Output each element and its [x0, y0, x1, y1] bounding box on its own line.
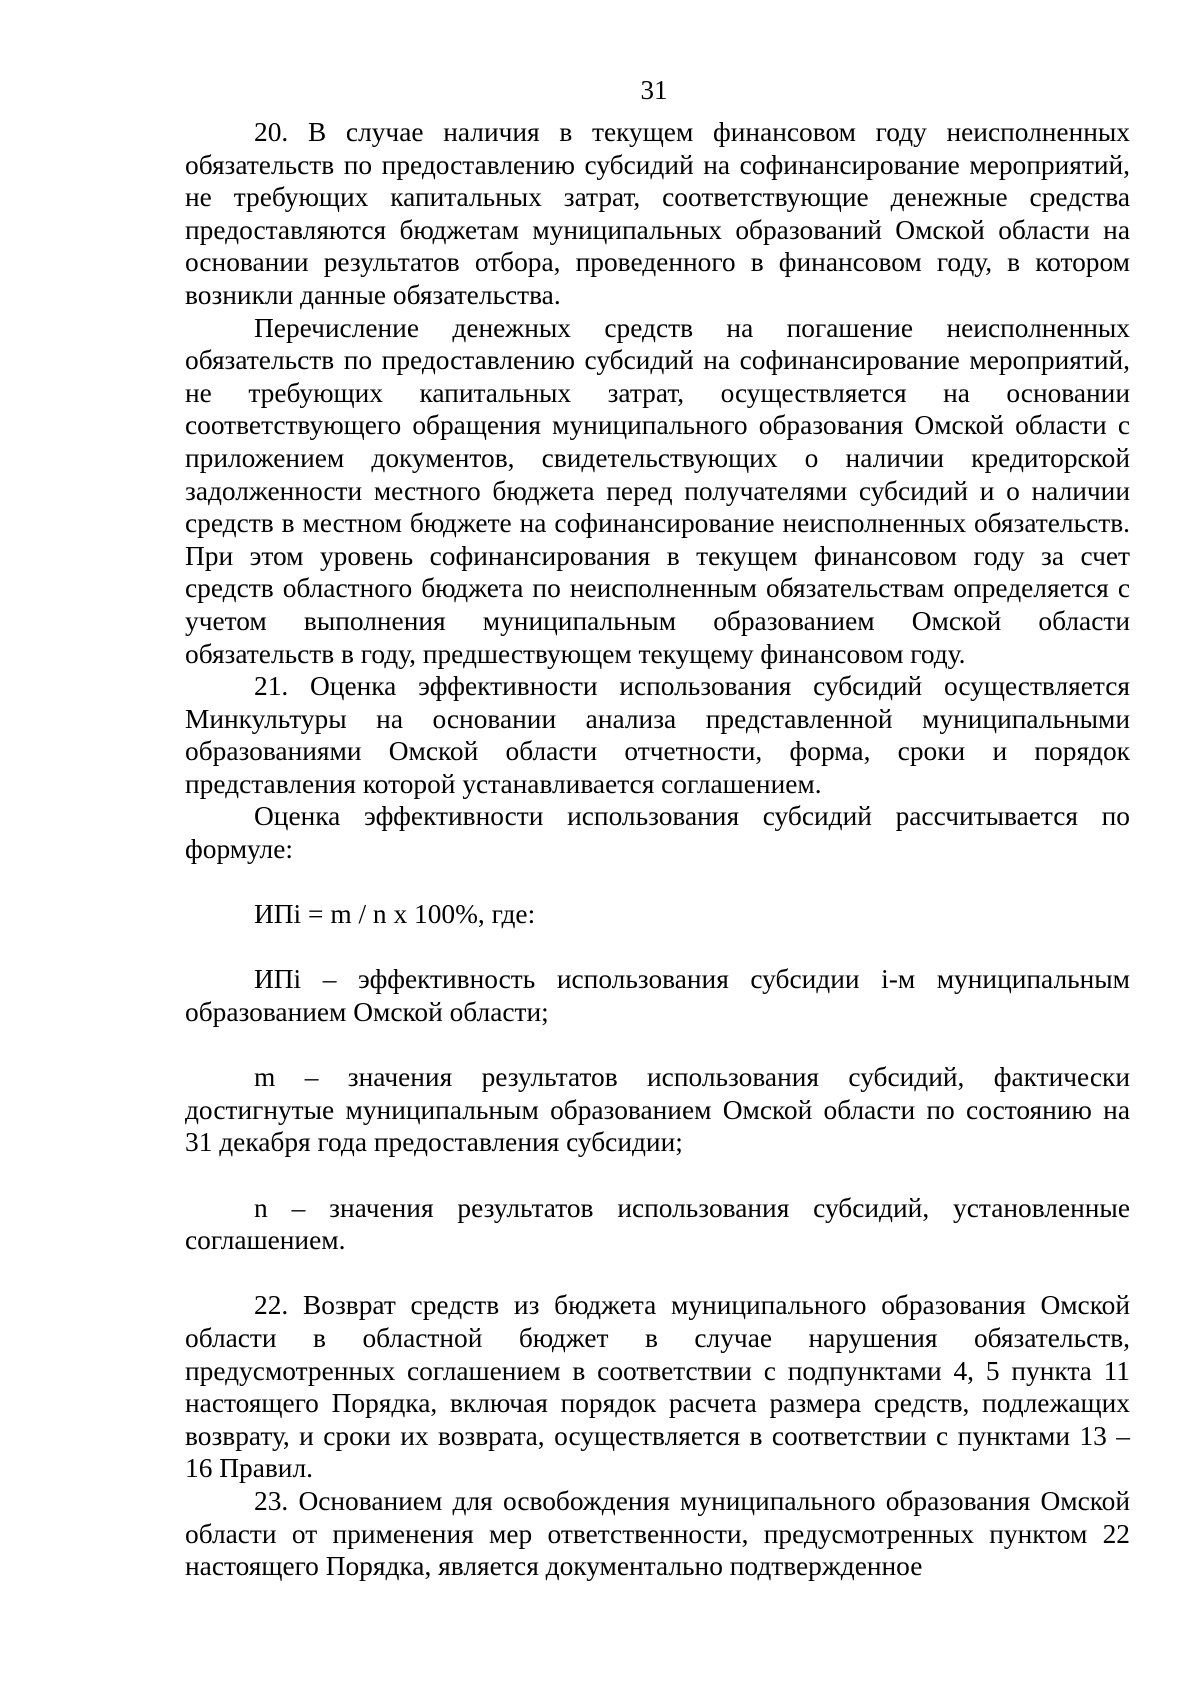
paragraph-22: 22. Возврат средств из бюджета муниципального образования Омской области в областной бюджет в случае нарушения обязательств, предусмотренных соглашением в соответствии с подпунктами 4, 5 пункта 11 настоящего Порядка, включая порядок расчета размера средств, подлежащих возврату, и сроки их возврата, осуществляется в соответствии с пунктами 13 – 16 Правил. — [185, 1290, 1130, 1484]
page-number: 31 — [640, 75, 668, 105]
paragraph-20-transfer: Перечисление денежных средств на погашение неисполненных обязательств по предоставлению субсидий на софинансирование мероприятий, не требующих капитальных затрат, осуществляется на основании соответствующего обращения муниципального образования Омской области с приложением документов, свидетельствующих о наличии кредиторской задолженности местного бюджета перед получателями субсидий и о наличии средств в местном бюджете на софинансирование неисполненных обязательств. При этом уровень софинансирования в текущем финансовом году за счет средств областного бюджета по неисполненным обязательствам определяется с учетом выполнения муниципальным образованием Омской области обязательств в году, предшествующем текущему финансовом году. — [185, 312, 1130, 669]
definition-n: n – значения результатов использования субсидий, установленные соглашением. — [185, 1192, 1130, 1256]
paragraph-21: 21. Оценка эффективности использования субсидий осуществляется Минкультуры на основании анализа представленной муниципальными образованиями Омской области отчетности, форма, сроки и порядок представления которой устанавливается соглашением. — [185, 671, 1130, 799]
definition-ipi: ИПi – эффективность использования субсидии i-м муниципальным образованием Омской области; — [185, 964, 1130, 1028]
paragraph-23: 23. Основанием для освобождения муниципального образования Омской области от применения мер ответственности, предусмотренных пунктом 22 настоящего Порядка, является документально подтвержденное — [185, 1485, 1130, 1582]
document-body — [185, 116, 1130, 1583]
paragraph-21-formula-intro: Оценка эффективности использования субсидий рассчитывается по формуле: — [185, 801, 1130, 865]
definition-m: m – значения результатов использования субсидий, фактически достигнутые муниципальным образованием Омской области по состоянию на 31 декабря года предоставления субсидии; — [185, 1062, 1130, 1158]
formula: ИПi = m / n x 100%, где: — [254, 899, 536, 930]
paragraph-20: 20. В случае наличия в текущем финансовом году неисполненных обязательств по предоставлению субсидий на софинансирование мероприятий, не требующих капитальных затрат, соответствующие денежные средства предоставляются бюджетам муниципальных образований Омской области на основании результатов отбора, проведенного в финансовом году, в котором возникли данные обязательства. — [185, 117, 1130, 310]
